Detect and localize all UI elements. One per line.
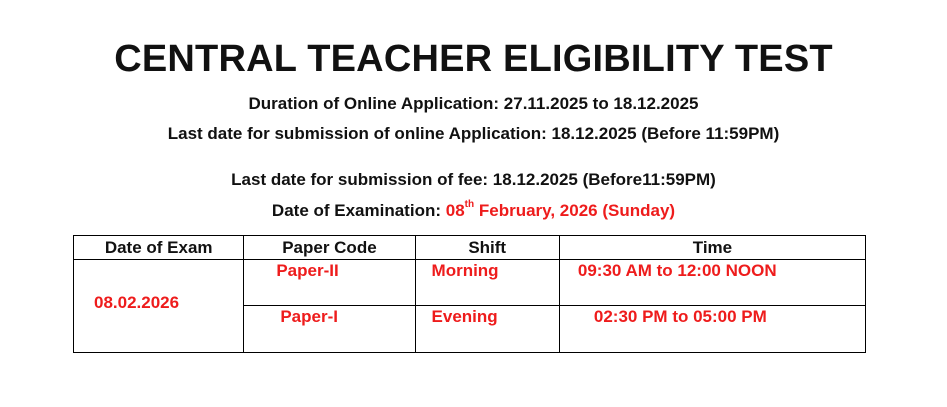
application-duration: Duration of Online Application: 27.11.2025 to 18.12.2025 xyxy=(248,94,699,113)
time-cell xyxy=(559,306,865,353)
exam-date-value: 08.02.2026 xyxy=(94,293,180,312)
time-cell xyxy=(559,260,865,306)
examination-date-label: Date of Examination: xyxy=(271,201,442,220)
examination-day-suffix: th xyxy=(464,199,475,211)
last-date-application: Last date for submission of online Application: 18.12.2025 (Before 11:59PM) xyxy=(167,124,780,143)
last-date-fee: Last date for submission of fee: 18.12.2025 (Before11:59PM) xyxy=(231,170,716,189)
shift: Evening xyxy=(431,307,498,326)
paper-code-cell xyxy=(244,260,415,306)
table-row xyxy=(74,260,866,306)
exam-schedule-table xyxy=(73,235,866,353)
shift-cell xyxy=(415,306,559,353)
paper-code: Paper-II xyxy=(276,261,339,280)
examination-day: 08 xyxy=(445,201,465,220)
page-title: CENTRAL TEACHER ELIGIBILITY TEST xyxy=(114,38,833,80)
header-date-of-exam: Date of Exam xyxy=(74,236,244,260)
examination-date-value xyxy=(446,201,675,220)
time: 09:30 AM to 12:00 NOON xyxy=(577,261,777,280)
examination-date-rest: February, 2026 (Sunday) xyxy=(478,201,676,220)
paper-code-cell xyxy=(244,306,415,353)
header-time: Time xyxy=(559,236,865,260)
exam-date-cell xyxy=(74,260,244,353)
header-paper-code: Paper Code xyxy=(244,236,415,260)
header-shift: Shift xyxy=(415,236,559,260)
shift: Morning xyxy=(431,261,499,280)
shift-cell xyxy=(415,260,559,306)
examination-date xyxy=(0,201,947,221)
paper-code: Paper-I xyxy=(280,307,338,326)
time: 02:30 PM to 05:00 PM xyxy=(593,307,767,326)
table-header-row xyxy=(74,236,866,260)
